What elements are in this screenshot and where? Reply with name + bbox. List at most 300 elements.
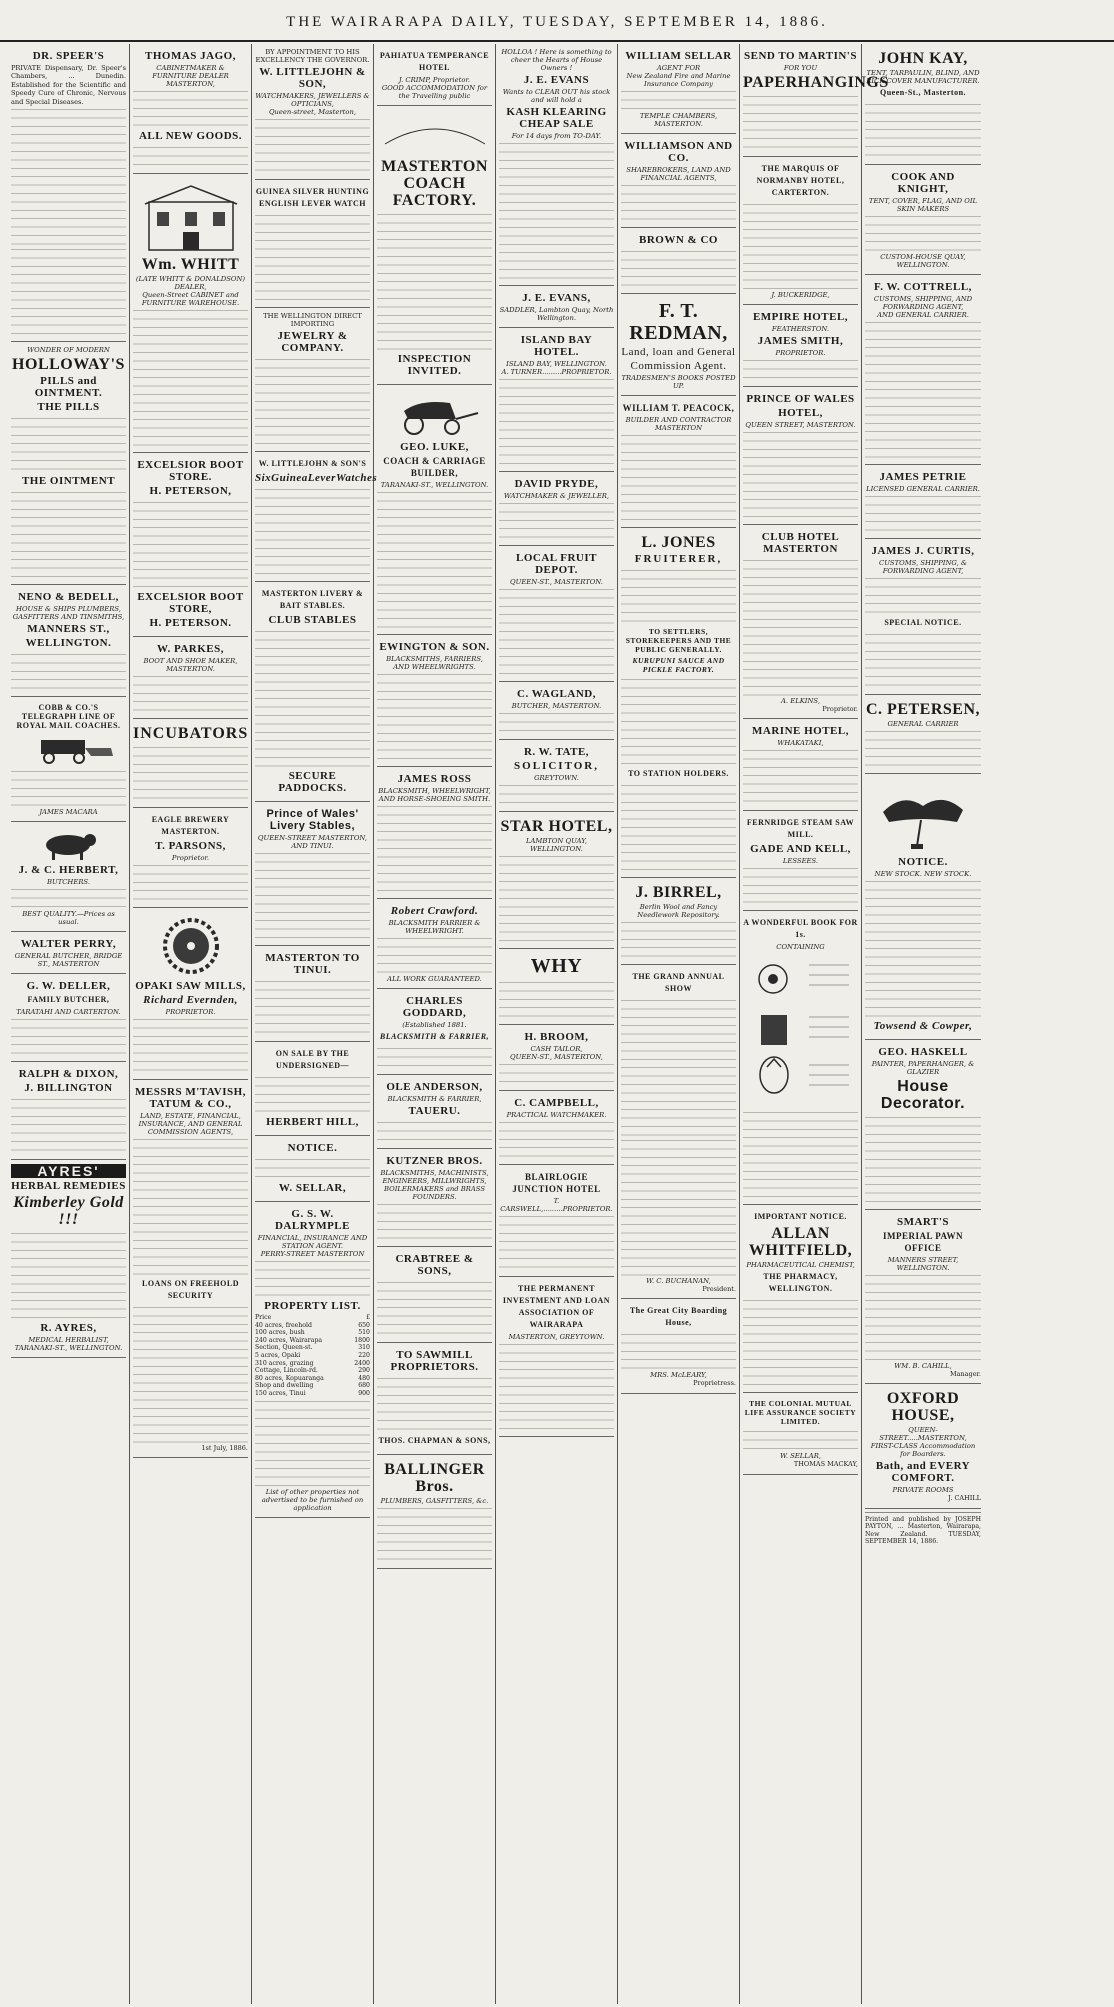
ad-body-text — [865, 575, 981, 615]
ad-c-campbell — [499, 1091, 614, 1165]
ad-subheadline: PRACTICAL WATCHMAKER. — [506, 1111, 607, 1119]
ad-headline: PAHIATUA TEMPERANCE HOTEL — [379, 51, 490, 72]
ad-marine-hotel — [743, 719, 858, 811]
ad-headline: G. S. W. DALRYMPLE — [274, 1208, 350, 1232]
ad-headline: JEWELRY & COMPANY. — [277, 330, 348, 354]
ad-subheadline: CUSTOMS, SHIPPING, AND FORWARDING AGENT, — [873, 295, 973, 311]
ad-james-curtis — [865, 539, 981, 695]
ad-headline: OLE ANDERSON, — [386, 1081, 483, 1093]
ad-city-boarding-house — [621, 1299, 736, 1393]
ad-body-text — [255, 978, 370, 1036]
ad-subheadline: QUEEN-ST., MASTERTON. — [510, 578, 603, 586]
ad-proprietor: A. TURNER.........PROPRIETOR. — [501, 368, 612, 376]
ad-j-birrel — [621, 878, 736, 965]
ad-body-text — [865, 631, 981, 689]
property-price: £ — [366, 1314, 370, 1321]
property-name: 150 acres, Tinui — [255, 1389, 306, 1397]
ad-address: Queen-street, Masterton, — [268, 108, 357, 116]
ad-body-text — [255, 1258, 370, 1298]
ad-body-text — [499, 1213, 614, 1271]
property-price: 480 — [358, 1374, 370, 1382]
bull-illustration — [34, 830, 104, 860]
ad-body-text — [499, 376, 614, 466]
ad-coach-factory — [377, 106, 492, 385]
ad-subheadline: CASH TAILOR, — [530, 1045, 583, 1053]
property-price: 220 — [358, 1351, 370, 1359]
ad-headline: MASTERTON LIVERY & BAIT STABLES. — [261, 589, 364, 610]
ad-subheadline: (LATE WHITT & DONALDSON) DEALER, — [135, 275, 246, 291]
ad-subheadline: Proprietor. — [171, 854, 210, 862]
ad-littlejohn — [255, 44, 370, 180]
ad-body-text — [255, 212, 370, 302]
ad-body-text — [11, 106, 126, 246]
ad-headline: OXFORD HOUSE, — [886, 1390, 960, 1425]
ad-address: TEMPLE CHAMBERS, MASTERTON. — [639, 112, 718, 128]
ad-street: MANNERS ST., — [27, 623, 110, 636]
ad-headline: EAGLE BREWERY MASTERTON. — [151, 815, 230, 836]
ad-body-text — [255, 116, 370, 174]
masthead — [0, 0, 1114, 42]
ad-headline: WALTER PERRY, — [20, 938, 117, 951]
ad-headline: WILLIAMSON AND CO. — [624, 140, 733, 164]
ad-headline: J. & C. HERBERT, — [18, 864, 119, 877]
ad-address: QUEEN STREET, MASTERTON. — [745, 421, 856, 429]
ad-subheadline: SADDLER, Lambton Quay, North Wellington. — [499, 306, 614, 322]
ad-section-heading: KURUPUNI SAUCE AND PICKLE FACTORY. — [632, 656, 725, 674]
ad-subheadline: BLACKSMITH & FARRIER, — [379, 1032, 490, 1041]
ad-je-evans-sale — [499, 44, 614, 286]
ad-williamson — [621, 134, 736, 228]
property-name: 5 acres, Opaki — [255, 1351, 301, 1359]
ad-pretitle: HOLLOA ! Here is something to cheer the Hearts of House Owners ! — [501, 48, 612, 72]
ad-charles-goddard — [377, 989, 492, 1075]
ad-normanby-hotel — [743, 157, 858, 305]
ad-headline: H. BROOM, — [524, 1031, 589, 1043]
ad-subheadline: ISLAND BAY, WELLINGTON. — [506, 360, 607, 368]
ad-grand-annual-show — [621, 965, 736, 1299]
ad-body-text — [499, 500, 614, 540]
ad-subheadline: FAMILY BUTCHER, — [27, 995, 110, 1005]
property-price: 1800 — [354, 1336, 370, 1344]
ad-name: T. PARSONS, — [155, 840, 226, 852]
ad-footer: ALL WORK GUARANTEED. — [387, 975, 482, 983]
ad-headline: WHY — [530, 955, 583, 977]
ad-headline: EXCELSIOR BOOT STORE. — [137, 459, 244, 483]
ad-body-text — [11, 1230, 126, 1320]
ad-wm-whitt — [133, 174, 248, 453]
ad-headline: Robert Crawford. — [390, 905, 479, 917]
ad-james-petrie — [865, 465, 981, 539]
ad-subheadline: Queen-Street CABINET and FURNITURE WAREHOUSE. — [141, 291, 240, 307]
ad-subheadline: PLUMBERS, GASFITTERS, &c. — [380, 1497, 489, 1505]
ad-body-text — [11, 1096, 126, 1154]
ad-livery-stables — [255, 582, 370, 802]
ad-headline: STAR HOTEL, — [500, 818, 613, 835]
ad-subheadline: WATCHMAKER & JEWELLER, — [503, 492, 610, 500]
ad-signature: W. SELLAR, — [780, 1452, 821, 1461]
ad-robert-crawford — [377, 899, 492, 989]
ad-pahiatua-hotel — [377, 44, 492, 106]
ad-subheadline: BLACKSMITH FARRIER & WHEELWRIGHT. — [388, 919, 481, 935]
ad-star-hotel — [499, 812, 614, 949]
column-5 — [496, 44, 618, 2004]
ad-body-text — [621, 997, 736, 1137]
ad-sale-title: KASH KLEARING CHEAP SALE — [506, 106, 607, 130]
ad-headline: House Decorator. — [880, 1078, 966, 1112]
ad-headline: BROWN & CO — [639, 234, 718, 246]
ad-excelsior-boot — [133, 453, 248, 637]
ad-headline: W. LITTLEJOHN & SON, — [259, 66, 366, 90]
ad-subheadline: Kimberley Gold !!! — [13, 1194, 124, 1229]
ad-headline: NOTICE. — [898, 856, 948, 868]
ad-james-ross — [377, 767, 492, 899]
ad-name: GADE AND KELL, — [750, 843, 851, 856]
ad-headline: FERNRIDGE STEAM SAW MILL. — [746, 818, 855, 840]
ad-william-sellar — [621, 44, 736, 134]
ad-wagland — [499, 682, 614, 740]
ad-pretitle: IMPORTANT NOTICE. — [754, 1212, 847, 1222]
property-price: 290 — [358, 1367, 370, 1375]
ad-signature: THOS. CHAPMAN & SONS, — [378, 1436, 491, 1445]
ad-colonial-mutual — [743, 1393, 858, 1474]
column-8 — [862, 44, 984, 2004]
ad-body-text — [11, 651, 126, 691]
ad-ballinger — [377, 1455, 492, 1569]
ad-signature: J. BUCKERIDGE, — [771, 291, 830, 299]
ad-prince-wales-hotel — [743, 387, 858, 525]
property-price: 650 — [358, 1321, 370, 1329]
property-price: 310 — [358, 1344, 370, 1352]
ad-body-text — [865, 319, 981, 459]
ad-signature: MRS. McLEARY, — [650, 1371, 707, 1380]
ad-subheadline: SHAREBROKERS, LAND AND FINANCIAL AGENTS, — [626, 166, 731, 182]
ad-body-text — [377, 1045, 492, 1069]
ad-incubators — [133, 719, 248, 808]
ad-body-text — [377, 671, 492, 761]
ad-subheadline: THE PHARMACY, WELLINGTON. — [763, 1272, 838, 1294]
property-name: Price — [255, 1314, 272, 1321]
property-name: 240 acres, Wairarapa — [255, 1336, 323, 1344]
ad-subheadline: LAMBTON QUAY, WELLINGTON. — [525, 837, 588, 853]
ad-headline: AYRES' — [11, 1164, 126, 1178]
property-name: 310 acres, grazing — [255, 1359, 314, 1367]
ad-body-text — [133, 1016, 248, 1074]
ad-body-text — [743, 1428, 858, 1452]
ad-subheadline: QUEEN-STREET MASTERTON, AND TINUI. — [257, 834, 368, 850]
ad-allan-whitfield — [743, 1205, 858, 1393]
ad-pretitle: BY APPOINTMENT TO HIS EXCELLENCY THE GOVERNOR. — [255, 48, 370, 64]
ad-subheadline: New Zealand Fire and Marine Insurance Company — [626, 72, 731, 88]
ad-body-text — [11, 246, 126, 336]
ad-dr-speer — [11, 44, 126, 342]
ad-headline: BALLINGER Bros. — [384, 1461, 485, 1495]
ad-town: MASTERTON, — [166, 80, 215, 88]
ad-david-pryde — [499, 472, 614, 546]
ad-headline: R. W. TATE, — [523, 746, 590, 758]
ad-body-text — [133, 144, 248, 168]
ad-headline: IMPERIAL PAWN OFFICE — [882, 1231, 964, 1253]
property-price: 510 — [358, 1329, 370, 1337]
ad-signature-title: Proprietor. — [822, 705, 858, 713]
price-row — [255, 1375, 370, 1383]
ad-note: PRIVATE ROOMS — [892, 1486, 954, 1495]
ad-subheadline: WATCHMAKERS, JEWELLERS & OPTICIANS, — [255, 92, 370, 108]
ad-headline: MASTERTON TO TINUI. — [265, 952, 360, 976]
ad-headline: DAVID PRYDE, — [514, 478, 599, 490]
column-6 — [618, 44, 740, 2004]
ad-headline: A WONDERFUL BOOK FOR 1s. — [743, 918, 858, 940]
imprint: Printed and published by JOSEPH PAYTON, ... Masterton, Wairarapa, New Zealand. TUESDAY, SEPTEMBER 14, 1886. — [865, 1515, 981, 1546]
ad-c-petersen — [865, 695, 981, 774]
ad-headline: CHARLES GODDARD, — [402, 995, 467, 1019]
ad-body-text — [865, 101, 981, 159]
ad-subheadline: FRUITERER, — [634, 553, 723, 565]
ad-ayres — [11, 1160, 126, 1358]
ad-address: MEDICAL HERBALIST, TARANAKI-ST., WELLINGTON. — [14, 1336, 123, 1353]
ad-body-text — [621, 676, 736, 766]
property-price: 680 — [358, 1382, 370, 1390]
ad-subheadline: SOLICITOR, — [514, 760, 599, 772]
ad-body-text — [621, 782, 736, 872]
coach-factory-banner — [380, 114, 490, 154]
ad-headline: JAMES PETRIE — [879, 471, 967, 483]
ad-body-text — [743, 429, 858, 519]
ad-club-hotel — [743, 525, 858, 719]
property-price-list — [255, 1314, 370, 1398]
ad-headline: GEO. HASKELL — [878, 1046, 968, 1058]
ad-body-text — [255, 1074, 370, 1114]
ad-section-heading: THE PILLS — [37, 401, 100, 414]
ad-address: CUSTOM-HOUSE QUAY, WELLINGTON. — [880, 253, 966, 269]
ad-body-text — [133, 1304, 248, 1444]
ad-pretitle: THE WELLINGTON DIRECT IMPORTING — [263, 312, 362, 328]
ad-geo-luke — [377, 385, 492, 635]
ad-body-text — [499, 853, 614, 943]
ad-opaki-saw-mills — [133, 908, 248, 1080]
ad-signature: H. PETERSON. — [149, 617, 232, 629]
ad-subheadline: GENERAL BUTCHER, BRIDGE ST., MASTERTON — [14, 952, 123, 969]
ad-fernridge-mill — [743, 811, 858, 911]
ad-body-text — [377, 489, 492, 629]
ad-subheadline: GASFITTERS AND TINSMITHS, — [12, 613, 125, 622]
ad-body-text — [865, 878, 981, 1018]
ad-headline: OPAKI SAW MILLS, — [135, 980, 246, 992]
ad-signature: A. ELKINS, — [781, 697, 820, 705]
ad-body-text — [133, 744, 248, 802]
ad-wonderful-book — [743, 911, 858, 1205]
ad-peacock — [621, 396, 736, 528]
property-name: 100 acres, bush — [255, 1329, 305, 1337]
ad-body-text — [743, 201, 858, 291]
ad-headline: The Great City Boarding House, — [629, 1306, 728, 1328]
ad-town: FEATHERSTON. — [771, 325, 830, 333]
ad-body-text — [865, 728, 981, 768]
saw-blade-illustration — [161, 916, 221, 976]
ad-body-text — [133, 307, 248, 447]
ad-headline: INCUBATORS — [133, 725, 249, 742]
ad-body-text — [621, 88, 736, 112]
ad-body-text — [377, 1505, 492, 1563]
price-row — [255, 1382, 370, 1390]
ad-subheadline: LICENSED GENERAL CARRIER. — [866, 485, 980, 493]
ad-body-text — [499, 1341, 614, 1431]
ad-body-text — [377, 1279, 492, 1337]
ad-subheadline: GOOD ACCOMMODATION for the Travelling public — [381, 84, 488, 100]
ad-body-text — [499, 979, 614, 1019]
ad-ralph-dixon — [11, 1062, 126, 1160]
ad-ewington — [377, 635, 492, 767]
ad-subheadline: BLACKSMITHS, MACHINISTS, ENGINEERS, MILLWRIGHTS, BOILERMAKERS and BRASS FOUNDERS. — [380, 1169, 489, 1201]
ad-headline: GUINEA SILVER HUNTING ENGLISH LEVER WATCH — [255, 187, 370, 208]
ad-section-heading: TO STATION HOLDERS. — [628, 769, 729, 778]
ad-headline: NENO & BEDELL, — [18, 591, 119, 604]
ad-town: MASTERTON — [654, 424, 703, 432]
price-row — [255, 1337, 370, 1345]
ad-body-text — [133, 862, 248, 902]
ad-body-text — [11, 1016, 126, 1056]
ad-address: QUEEN-STREET.....MASTERTON, — [879, 1426, 967, 1443]
ad-section-heading: SECURE PADDOCKS. — [278, 770, 347, 794]
price-row — [255, 1314, 370, 1322]
ad-blairlogie-hotel — [499, 1165, 614, 1277]
ad-address: MANNERS STREET, WELLINGTON. — [887, 1256, 959, 1272]
ad-john-kay — [865, 44, 981, 165]
ad-headline: G. W. DELLER, — [26, 980, 111, 993]
ad-body-text — [621, 182, 736, 222]
ad-headline: J. E. EVANS — [523, 74, 590, 86]
ad-text: PRIVATE Dispensary, Dr. Speer's Chambers, ... Dunedin. Established for the Scientific and Speedy Cure of Chronic, Nervous and Special Diseases. — [11, 64, 126, 106]
ad-headline: MASTERTON COACH FACTORY. — [381, 158, 488, 209]
price-row — [255, 1329, 370, 1337]
ad-signature-title: Manager. — [949, 1370, 981, 1378]
column-2 — [130, 44, 252, 2004]
ad-headline: SMART'S — [896, 1216, 949, 1228]
property-price: 900 — [358, 1389, 370, 1397]
ad-sawmill-proprietors — [377, 1343, 492, 1455]
ad-subheadline: BLACKSMITH & FARRIER, — [387, 1095, 482, 1103]
ad-headline: THOMAS JAGO, — [145, 50, 236, 62]
ad-town: TAUERU. — [408, 1105, 461, 1117]
price-row — [255, 1352, 370, 1360]
ad-headline: BLAIRLOGIE JUNCTION HOTEL — [512, 1172, 601, 1194]
ad-subheadline: AGENT FOR — [656, 64, 701, 72]
ad-thomas-jago — [133, 44, 248, 174]
ad-section-heading: THE OINTMENT — [21, 475, 116, 488]
ad-walter-perry — [11, 932, 126, 974]
ad-headline: PRINCE OF WALES — [746, 393, 855, 405]
ad-footer: INSPECTION INVITED. — [397, 353, 472, 377]
ad-section-heading: TO SETTLERS, STOREKEEPERS AND THE PUBLIC GENERALLY. — [625, 627, 732, 654]
ad-proprietor: PROPRIETOR. — [775, 349, 826, 357]
ad-neno-bedell — [11, 585, 126, 697]
ad-l-jones — [621, 528, 736, 878]
column-1 — [8, 44, 130, 2004]
ad-pretitle: WONDER OF MODERN — [27, 346, 110, 355]
ad-body-text — [255, 356, 370, 446]
ad-headline: JAMES J. CURTIS, — [871, 545, 975, 557]
column-3 — [252, 44, 378, 2004]
ad-headline: MESSRS M'TAVISH, TATUM & CO., — [135, 1086, 246, 1110]
ad-headline: THE GRAND ANNUAL SHOW — [632, 972, 725, 993]
ad-headline: JAMES ROSS — [397, 773, 472, 785]
ad-body-text — [499, 1119, 614, 1159]
ad-headline: LOCAL FRUIT DEPOT. — [516, 552, 597, 576]
ad-subheadline: CUSTOMS, SHIPPING, & FORWARDING AGENT, — [879, 559, 967, 575]
property-name: 80 acres, Kopuaranga — [255, 1374, 324, 1382]
ad-body-text — [133, 499, 248, 589]
ad-address: PERRY-STREET MASTERTON — [260, 1250, 365, 1258]
newspaper-columns — [8, 44, 1106, 2004]
ad-subheadline: Land, loan and General — [621, 346, 736, 358]
ad-body-text — [377, 1119, 492, 1143]
ad-proprietor: T. CARSWELL,.........PROPRIETOR. — [500, 1197, 613, 1213]
ad-ole-anderson — [377, 1075, 492, 1149]
ad-name: Richard Evernden, — [143, 994, 238, 1006]
ad-subheadline: Berlin Wool and Fancy Needlework Repository. — [637, 903, 720, 919]
ad-subheadline: Commission Agent. — [630, 360, 727, 372]
ad-subheadline: BUTCHERS. — [46, 878, 91, 887]
ad-note: BEST QUALITY.—Prices as usual. — [22, 910, 115, 927]
ad-body-text — [133, 88, 248, 128]
ad-prince-wales-stables — [255, 802, 370, 946]
ad-body-text — [621, 919, 736, 959]
ad-headline: C. PETERSEN, — [865, 701, 981, 718]
ad-subheadline: HERBAL REMEDIES — [11, 1180, 126, 1193]
ad-body-text — [255, 1156, 370, 1180]
ad-headline: ON SALE BY THE UNDERSIGNED— — [275, 1049, 350, 1070]
ad-subheadline: HOUSE & SHIPS PLUMBERS, — [16, 605, 121, 614]
ad-body-text — [743, 93, 858, 151]
ad-dalrymple — [255, 1202, 370, 1518]
ad-body-text — [133, 1136, 248, 1276]
carriage-illustration — [390, 393, 480, 437]
ad-body-text — [133, 673, 248, 713]
ad-headline: W. PARKES, — [156, 643, 225, 655]
ad-notice — [255, 1136, 370, 1202]
ad-on-sale — [255, 1042, 370, 1136]
ad-headline: SEND TO MARTIN'S — [744, 50, 857, 62]
ad-body-text — [11, 886, 126, 910]
ad-signature: Towsend & Cowper, — [873, 1020, 973, 1032]
ad-signature: JAMES MACARA — [39, 808, 98, 817]
ad-body-text — [865, 493, 981, 533]
trick-illustrations — [749, 955, 853, 1105]
ad-headline: Bath, and EVERY COMFORT. — [875, 1460, 971, 1485]
ad-headline: CLUB HOTEL MASTERTON — [761, 531, 840, 555]
ad-body-text — [865, 1272, 981, 1362]
ad-mtavish-tatum — [133, 1080, 248, 1458]
price-row — [255, 1367, 370, 1375]
ad-signature: W. C. BUCHANAN, — [646, 1277, 711, 1285]
ad-smarts-pawn — [865, 1210, 981, 1384]
ad-cobb-coaches — [11, 697, 126, 822]
warehouse-illustration — [141, 182, 241, 252]
ad-headline: C. WAGLAND, — [517, 688, 596, 700]
ad-subheadline: (Established 1881. — [402, 1021, 467, 1029]
ad-headline: EWINGTON & SON. — [379, 641, 490, 653]
ad-body-text — [255, 1398, 370, 1488]
ad-subheadline: BUILDER AND CONTRACTOR — [625, 416, 732, 424]
ad-why — [499, 949, 614, 1025]
property-name: Cottage, Lincoln-rd. — [255, 1367, 318, 1375]
ad-body-text — [377, 211, 492, 351]
ad-signature-title: President. — [702, 1285, 736, 1293]
ad-headline: C. CAMPBELL, — [514, 1097, 599, 1109]
ad-body-text — [621, 248, 736, 288]
ad-body-text — [865, 213, 981, 253]
ad-section-heading: PROPERTY LIST. — [264, 1300, 361, 1312]
ad-address: Queen-St., Masterton. — [879, 88, 967, 97]
